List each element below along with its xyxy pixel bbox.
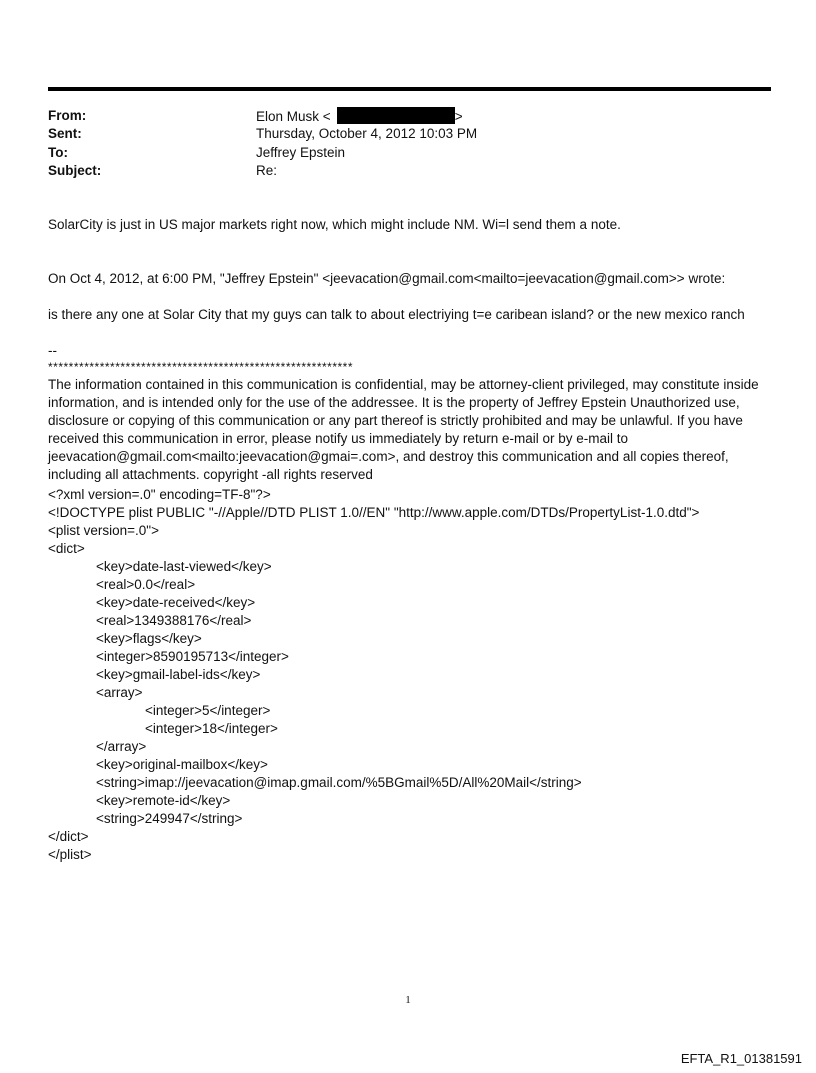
plist-line: <key>gmail-label-ids</key> [96, 667, 261, 682]
redaction-box [337, 107, 455, 124]
plist-line: <string>imap://jeevacation@imap.gmail.com/%5BGmail%5D/All%20Mail</string> [96, 775, 582, 790]
sender-bracket-open: < [322, 109, 331, 124]
stars-divider: *********************************************************** [48, 360, 354, 374]
plist-line: <integer>18</integer> [145, 721, 278, 736]
sender-bracket-close: > [454, 109, 463, 124]
sender-name: Elon Musk [256, 109, 320, 124]
sent-label: Sent: [48, 126, 82, 141]
plist-line: </array> [96, 739, 147, 754]
header-divider [48, 87, 771, 91]
plist-line: <real>0.0</real> [96, 577, 196, 592]
plist-line: <integer>5</integer> [145, 703, 271, 718]
plist-line: <real>1349388176</real> [96, 613, 252, 628]
to-value: Jeffrey Epstein [256, 145, 346, 160]
reply-text: SolarCity is just in US major markets right now, which might include NM. Wi=l send them a note. [48, 217, 621, 232]
plist-line: <array> [96, 685, 143, 700]
plist-line: </plist> [48, 847, 92, 862]
quote-text: is there any one at Solar City that my guys can talk to about electriying t=e caribean island? or the new mexico ranch [48, 307, 745, 322]
plist-line: <dict> [48, 541, 85, 556]
from-value [256, 107, 463, 126]
plist-line: </dict> [48, 829, 89, 844]
plist-line: <key>original-mailbox</key> [96, 757, 268, 772]
quote-header: On Oct 4, 2012, at 6:00 PM, "Jeffrey Epstein" <jeevacation@gmail.com<mailto=jeevacation@gmail.com>> wrote: [48, 271, 726, 286]
subject-value: Re: [256, 163, 278, 178]
plist-line: <key>date-received</key> [96, 595, 256, 610]
plist-line: <key>remote-id</key> [96, 793, 231, 808]
page-number: 1 [405, 994, 411, 1006]
plist-line: <key>date-last-viewed</key> [96, 559, 272, 574]
plist-line: <key>flags</key> [96, 631, 202, 646]
subject-label: Subject: [48, 163, 102, 178]
plist-line: <string>249947</string> [96, 811, 243, 826]
plist-line: <?xml version=.0" encoding=TF-8"?> [48, 487, 271, 502]
bates-number: EFTA_R1_01381591 [680, 1051, 802, 1066]
sent-value: Thursday, October 4, 2012 10:03 PM [256, 126, 478, 141]
from-label: From: [48, 108, 87, 123]
signature-dash: -- [48, 343, 57, 358]
plist-line: <integer>8590195713</integer> [96, 649, 289, 664]
plist-line: <!DOCTYPE plist PUBLIC "-//Apple//DTD PLIST 1.0//EN" "http://www.apple.com/DTDs/PropertyList-1.0.dtd"> [48, 505, 700, 520]
disclaimer [48, 376, 770, 484]
plist-line: <plist version=.0"> [48, 523, 159, 538]
disclaimer-text: The information contained in this communication is confidential, may be attorney-client privileged, may constitute inside information, and is intended only for the use of the addressee. It is the property of Jeffrey Epstein Unauthorized use, disclosure or copying of this communication or any part thereof is strictly prohibited and may be unlawful. If you have received this communication in error, please notify us immediately by return e-mail or by e-mail to jeevacation@gmail.com<mailto:jeevacation@gmai=.com>, and destroy this communication and all copies thereof, including all attachments. copyright -all rights reserved [48, 377, 759, 482]
to-label: To: [48, 145, 68, 160]
